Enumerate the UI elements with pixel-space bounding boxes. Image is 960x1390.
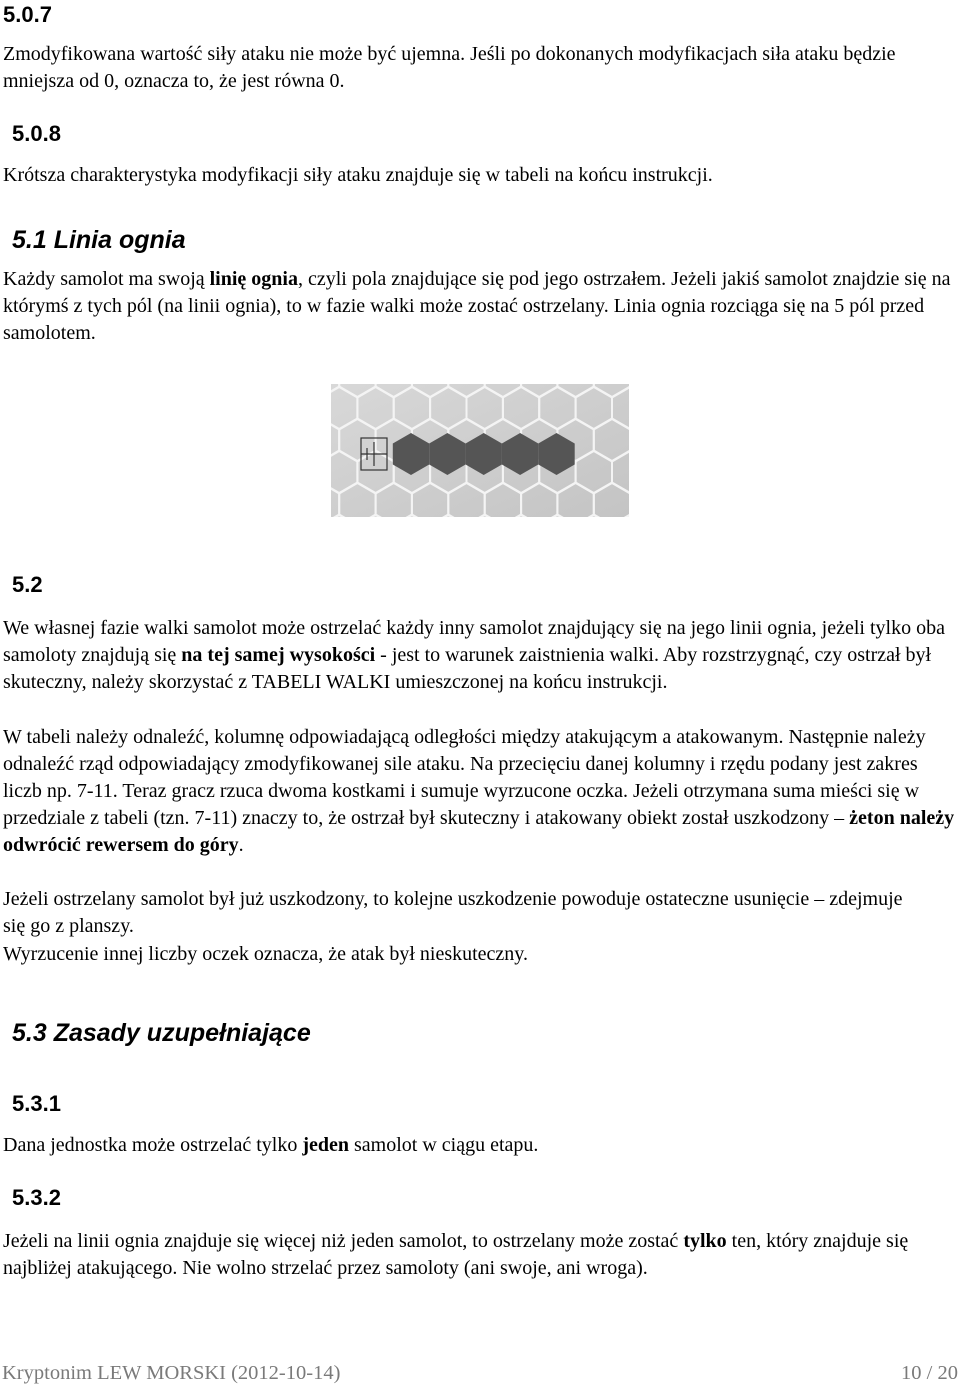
text-run: Dana jednostka może ostrzelać tylko — [3, 1134, 303, 1156]
bold-term: na tej samej wysokości — [181, 644, 376, 666]
heading-5-0-8: 5.0.8 — [12, 121, 61, 146]
text-run: . — [238, 834, 244, 856]
fire-line-hexes — [393, 433, 575, 475]
text-run: Każdy samolot ma swoją — [3, 268, 210, 290]
paragraph-5-2-miss: Wyrzucenie innej liczby oczek oznacza, że atak był nieskuteczny. — [3, 943, 528, 965]
paragraph-5-3-2 — [3, 1228, 953, 1282]
text-run: , czyli pola znajdujące się pod jego ostrzałem. Jeżeli jakiś samolot znajdzie się na którymś z tych pól (na linii ognia), to w fazie walki może zostać ostrzelany. Linia ognia rozciąga się na 5 pól przed samolotem. — [3, 268, 951, 344]
text-run: ten, który znajduje się najbliżej atakującego. Nie wolno strzelać przez samoloty (ani swoje, ani wroga). — [3, 1230, 909, 1279]
paragraph-5-2-repeat-damage: Jeżeli ostrzelany samolot był już uszkodzony, to kolejne uszkodzenie powoduje ostateczne usunięcie – zdejmuje się go z planszy. — [3, 888, 903, 937]
paragraph-5-0-8: Krótsza charakterystyka modyfikacji siły ataku znajduje się w tabeli na końcu instrukcji. — [3, 164, 713, 186]
bold-term: tylko — [683, 1230, 727, 1252]
text-run: W tabeli należy odnaleźć, kolumnę odpowiadającą odległości między atakującym a atakowanym. Następnie należy odnaleźć rząd odpowiadający zmodyfikowanej sile ataku. Na przecięciu danej kolumny i rzędu podany jest zakres liczb np. 7-11. Teraz gracz rzuca dwoma kostkami i sumuje wyrzucone oczka. Jeżeli otrzymana suma mieści się w przedziale z tabeli (tzn. 7-11) znaczy to, że ostrzał był skuteczny i atakowany obiekt został uszkodzony – — [3, 726, 926, 829]
text-run: We własnej fazie walki samolot może ostrzelać każdy inny samolot znajdujący się na jego linii ognia, jeżeli tylko oba samoloty znajdują się — [3, 617, 945, 666]
paragraph-5-1 — [3, 266, 953, 347]
paragraph-5-0-7: Zmodyfikowana wartość siły ataku nie może być ujemna. Jeśli po dokonanych modyfikacjach siła ataku będzie mniejsza od 0, oznacza to, że jest równa 0. — [3, 43, 896, 92]
heading-5-3-1: 5.3.1 — [12, 1091, 61, 1116]
heading-5-0-7: 5.0.7 — [3, 2, 52, 27]
heading-5-2: 5.2 — [12, 572, 43, 597]
bold-term: jeden — [302, 1134, 350, 1156]
text-run: samolot w ciągu etapu. — [349, 1134, 539, 1156]
footer-title: Kryptonim LEW MORSKI (2012-10-14) — [2, 1362, 341, 1384]
heading-5-3-2: 5.3.2 — [12, 1185, 61, 1210]
page-number: 10 / 20 — [901, 1362, 958, 1384]
line-of-fire-hex-figure — [331, 384, 629, 517]
bold-term: linię ognia — [209, 268, 298, 290]
heading-5-3: 5.3 Zasady uzupełniające — [12, 1019, 311, 1047]
heading-5-1: 5.1 Linia ognia — [12, 226, 186, 254]
paragraph-5-3-1 — [3, 1132, 953, 1159]
paragraph-5-2-procedure — [3, 724, 955, 859]
paragraph-5-2-intro — [3, 615, 953, 696]
text-run: Jeżeli na linii ognia znajduje się więcej niż jeden samolot, to ostrzelany może zostać — [3, 1230, 684, 1252]
bold-term: żeton należy odwrócić rewersem do góry — [3, 807, 955, 856]
text-run: - jest to warunek zaistnienia walki. Aby rozstrzygnąć, czy ostrzał był skuteczny, należy skorzystać z TABELI WALKI umieszczonej na końcu instrukcji. — [3, 644, 932, 693]
page-footer — [2, 1362, 958, 1385]
hex-grid-svg — [331, 384, 629, 517]
